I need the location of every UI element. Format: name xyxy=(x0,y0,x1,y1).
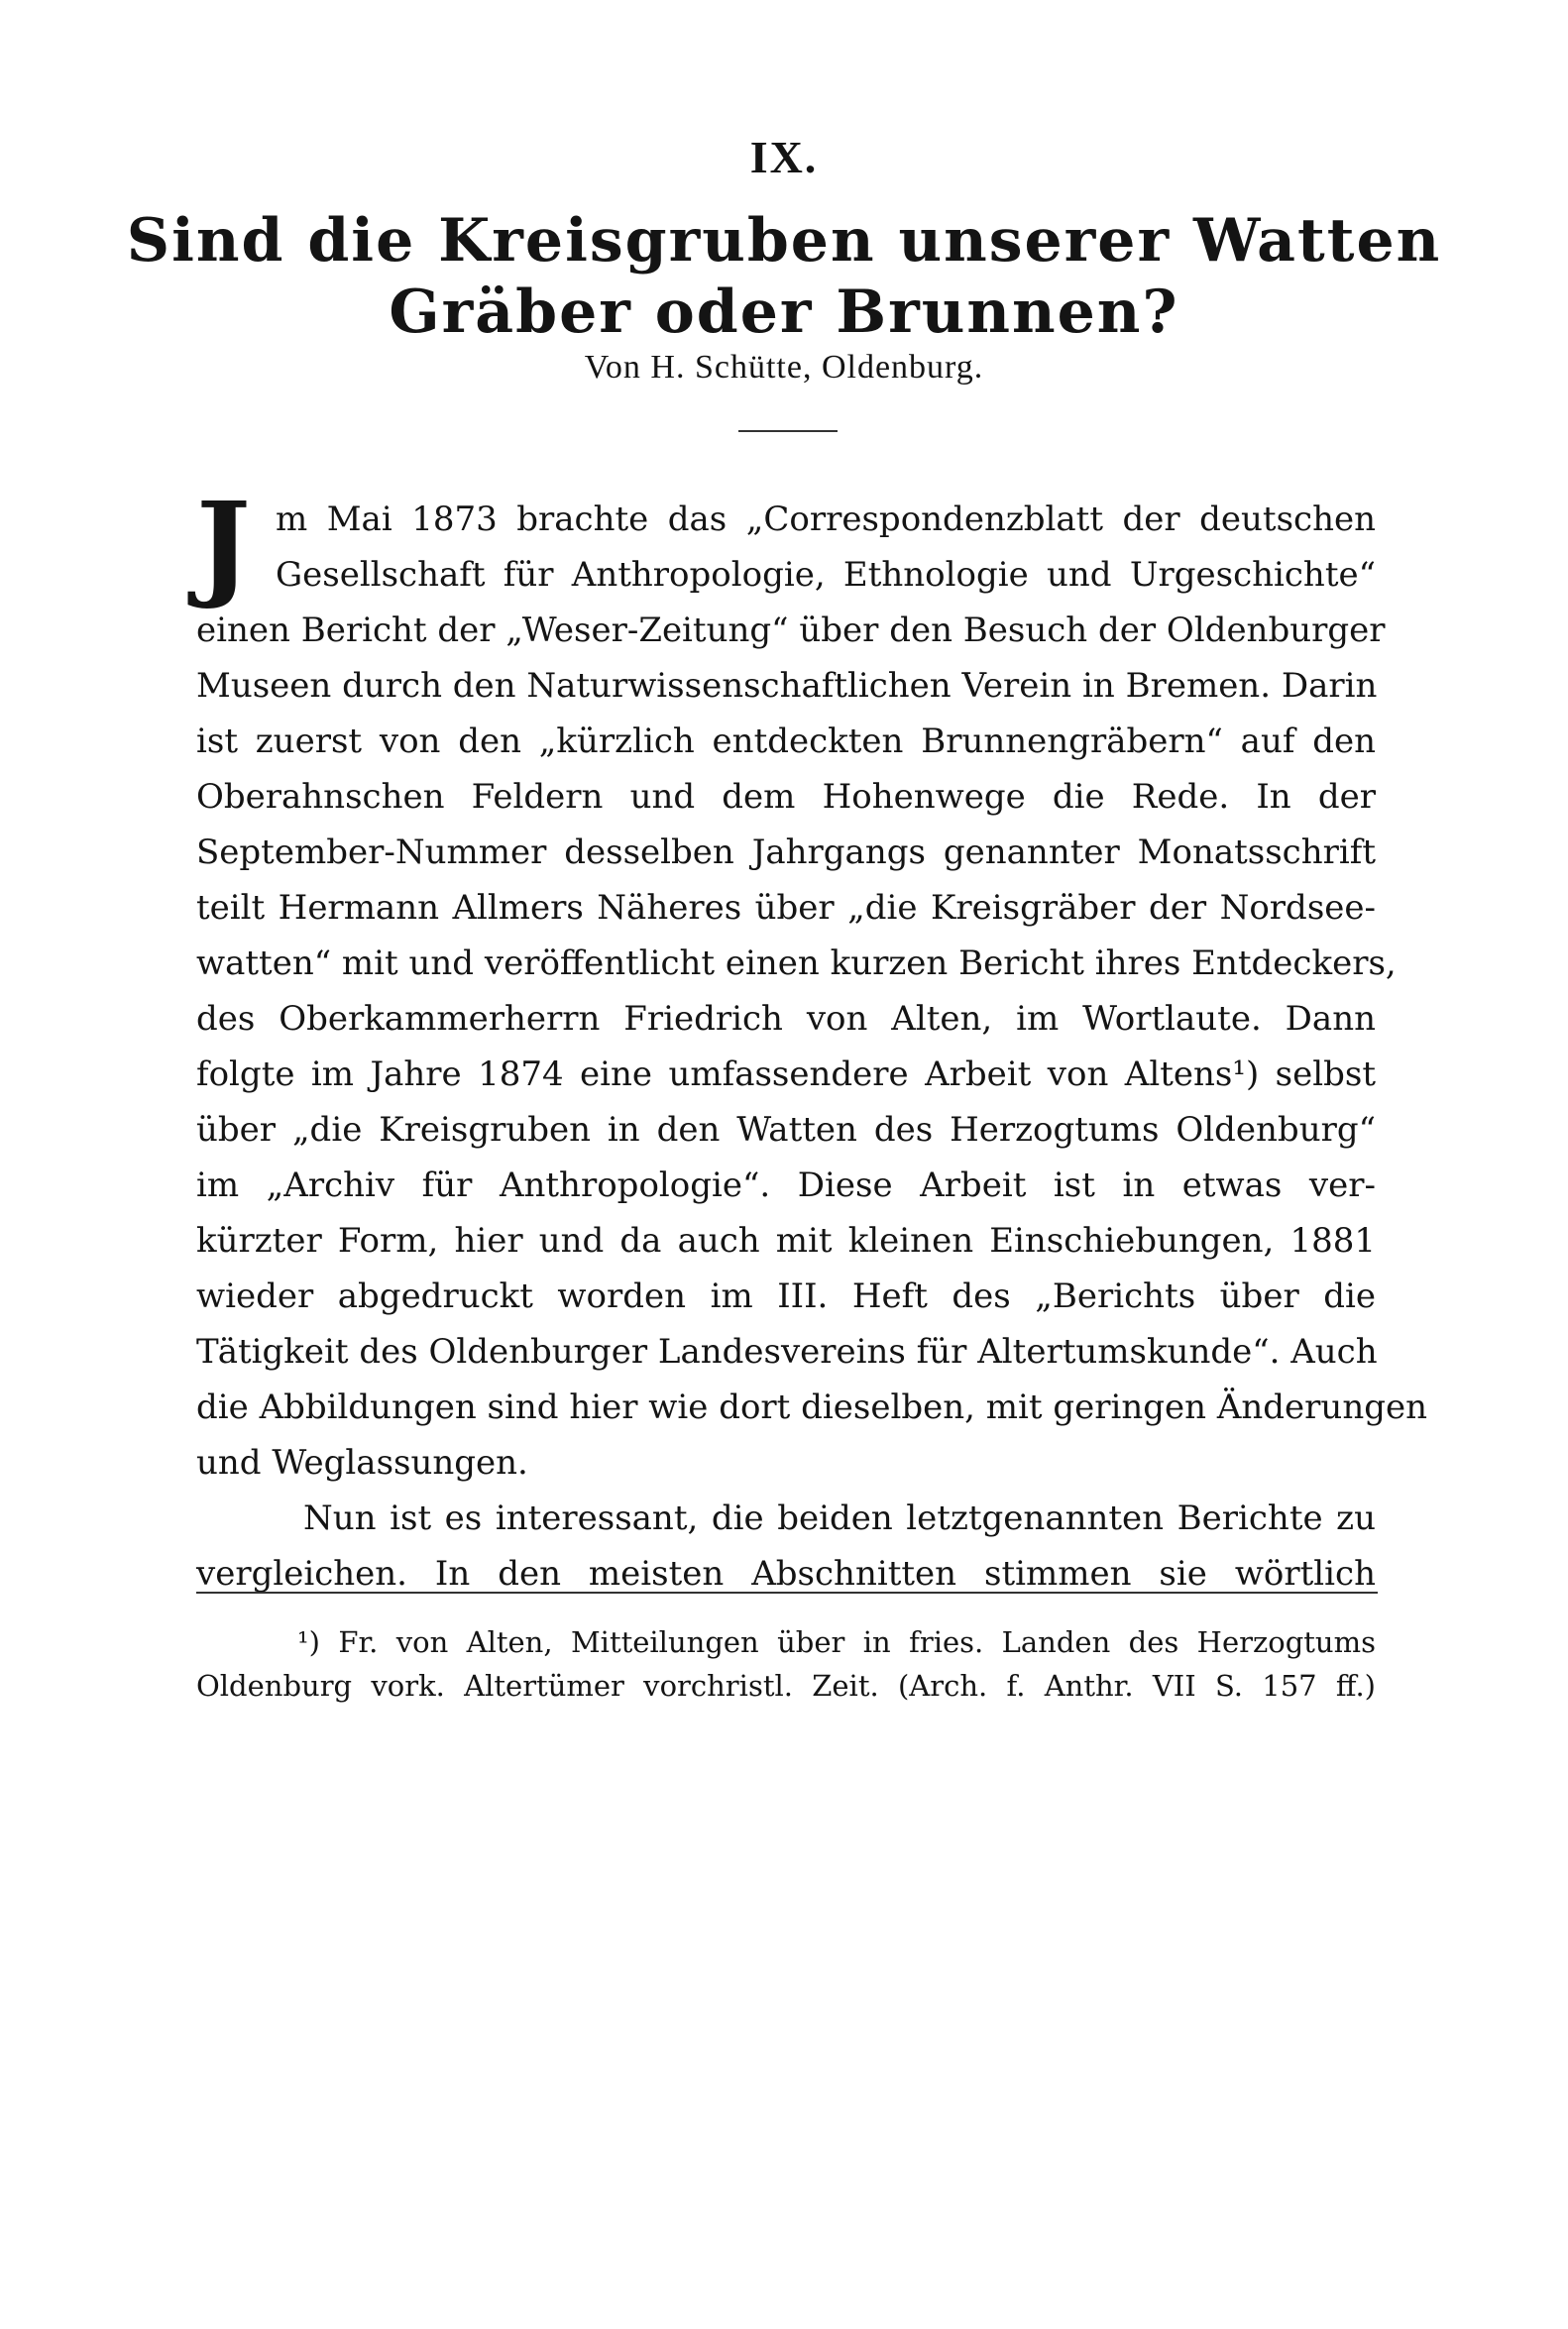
body-line: September-Nummer desselben Jahrgangs genannter Monatsschrift xyxy=(196,832,1376,872)
drop-cap: J xyxy=(196,478,251,612)
body-line: Nun ist es interessant, die beiden letztgenannten Berichte zu xyxy=(303,1498,1376,1538)
body-line: Oberahnschen Feldern und dem Hohenwege die Rede. In der xyxy=(196,777,1376,817)
footnote-line: Oldenburg vork. Altertümer vorchristl. Zeit. (Arch. f. Anthr. VII S. 157 ff.) xyxy=(196,1669,1376,1703)
body-line: folgte im Jahre 1874 eine umfassendere Arbeit von Altens¹) selbst xyxy=(196,1054,1376,1094)
body-line: und Weglassungen. xyxy=(196,1443,528,1483)
article-title-line-1: Sind die Kreisgruben unserer Watten xyxy=(126,206,1442,276)
author-line: Von H. Schütte, Oldenburg. xyxy=(584,349,984,386)
body-line: ist zuerst von den „kürzlich entdeckten Brunnengräbern“ auf den xyxy=(196,721,1376,761)
body-line: des Oberkammerherrn Friedrich von Alten, im Wortlaute. Dann xyxy=(196,999,1376,1039)
footnote-divider xyxy=(196,1592,1378,1594)
body-line: Gesellschaft für Anthropologie, Ethnologie und Urgeschichte“ xyxy=(276,555,1376,595)
footnote-line: ¹) Fr. von Alten, Mitteilungen über in fries. Landen des Herzogtums xyxy=(297,1625,1376,1659)
body-line: über „die Kreisgruben in den Watten des Herzogtums Oldenburg“ xyxy=(196,1110,1376,1150)
body-line: Tätigkeit des Oldenburger Landesvereins für Altertumskunde“. Auch xyxy=(196,1332,1378,1372)
body-line: wieder abgedruckt worden im III. Heft des „Berichts über die xyxy=(196,1276,1376,1316)
body-line: Museen durch den Naturwissenschaftlichen Verein in Bremen. Darin xyxy=(196,666,1378,706)
article-title-line-2: Gräber oder Brunnen? xyxy=(389,277,1179,347)
body-line: kürzter Form, hier und da auch mit kleinen Einschiebungen, 1881 xyxy=(196,1221,1376,1261)
body-line: m Mai 1873 brachte das „Correspondenzblatt der deutschen xyxy=(276,499,1376,539)
body-line: einen Bericht der „Weser-Zeitung“ über den Besuch der Oldenburger xyxy=(196,610,1386,650)
chapter-number: IX. xyxy=(749,132,819,182)
body-line: vergleichen. In den meisten Abschnitten stimmen sie wörtlich xyxy=(196,1554,1376,1594)
body-line: die Abbildungen sind hier wie dort dieselben, mit geringen Änderungen xyxy=(196,1387,1428,1427)
body-line: watten“ mit und veröffentlicht einen kurzen Bericht ihres Entdeckers, xyxy=(196,943,1397,983)
body-line: im „Archiv für Anthropologie“. Diese Arbeit ist in etwas ver- xyxy=(196,1165,1376,1205)
title-divider xyxy=(738,430,838,432)
body-line: teilt Hermann Allmers Näheres über „die Kreisgräber der Nordsee- xyxy=(196,888,1376,928)
